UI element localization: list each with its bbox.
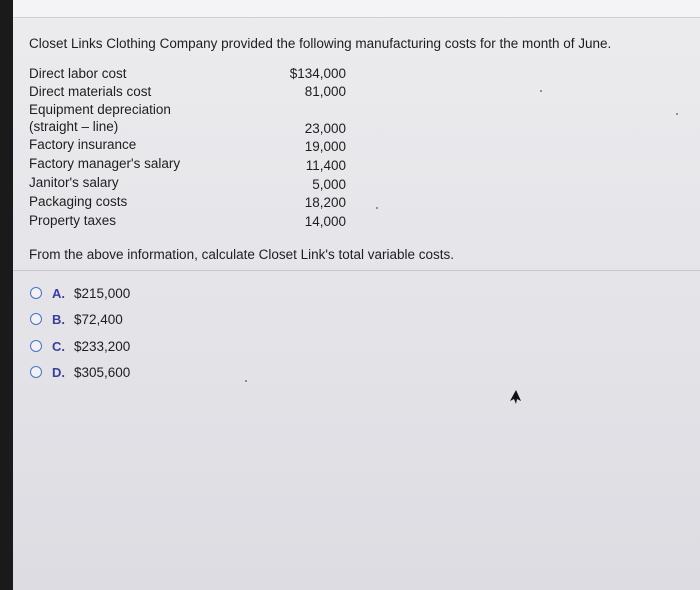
radio-button-icon[interactable] [30, 287, 42, 299]
option-letter: B. [52, 311, 65, 327]
cost-label: Factory manager's salary [29, 156, 181, 171]
option-d[interactable] [30, 362, 130, 382]
mouse-pointer-icon [508, 389, 522, 405]
question-text: Closet Links Clothing Company provided the following manufacturing costs for the month of June. [29, 36, 612, 51]
option-text: $72,400 [74, 311, 123, 327]
option-text: $233,200 [74, 338, 131, 354]
option-letter: D. [52, 364, 65, 380]
cost-label: Property taxes [29, 213, 117, 228]
option-text: $305,600 [74, 364, 131, 380]
divider [13, 270, 700, 271]
radio-button-icon[interactable] [30, 340, 42, 352]
quiz-screen [13, 0, 700, 590]
cost-label: Equipment depreciation [29, 102, 171, 117]
cost-amount: 23,000 [304, 121, 346, 136]
screen-speck [676, 113, 678, 115]
cost-list [13, 0, 700, 230]
cost-amount: 81,000 [304, 84, 346, 99]
option-text: $215,000 [74, 285, 131, 301]
option-c[interactable] [30, 336, 130, 356]
cost-label: Factory insurance [29, 137, 137, 152]
cost-amount: 19,000 [304, 139, 346, 154]
screen-speck [245, 380, 247, 382]
instruction-text: From the above information, calculate Closet Link's total variable costs. [29, 247, 455, 262]
cost-amount: 11,400 [305, 158, 346, 173]
cost-amount: $134,000 [289, 66, 346, 81]
cost-label: Janitor's salary [29, 175, 119, 190]
option-letter: A. [52, 285, 65, 301]
option-letter: C. [52, 338, 65, 354]
screen-speck [376, 207, 378, 209]
cost-label: Direct materials cost [29, 84, 152, 99]
cost-amount: 5,000 [312, 177, 346, 192]
cost-amount: 18,200 [304, 195, 346, 210]
cost-amount: 14,000 [304, 214, 346, 229]
cost-label: (straight – line) [29, 119, 119, 134]
option-a[interactable] [30, 283, 130, 303]
cost-label: Direct labor cost [29, 66, 127, 81]
screen-speck [540, 90, 542, 92]
option-b[interactable] [30, 309, 123, 329]
radio-button-icon[interactable] [30, 366, 42, 378]
cost-label: Packaging costs [29, 194, 128, 209]
radio-button-icon[interactable] [30, 313, 42, 325]
